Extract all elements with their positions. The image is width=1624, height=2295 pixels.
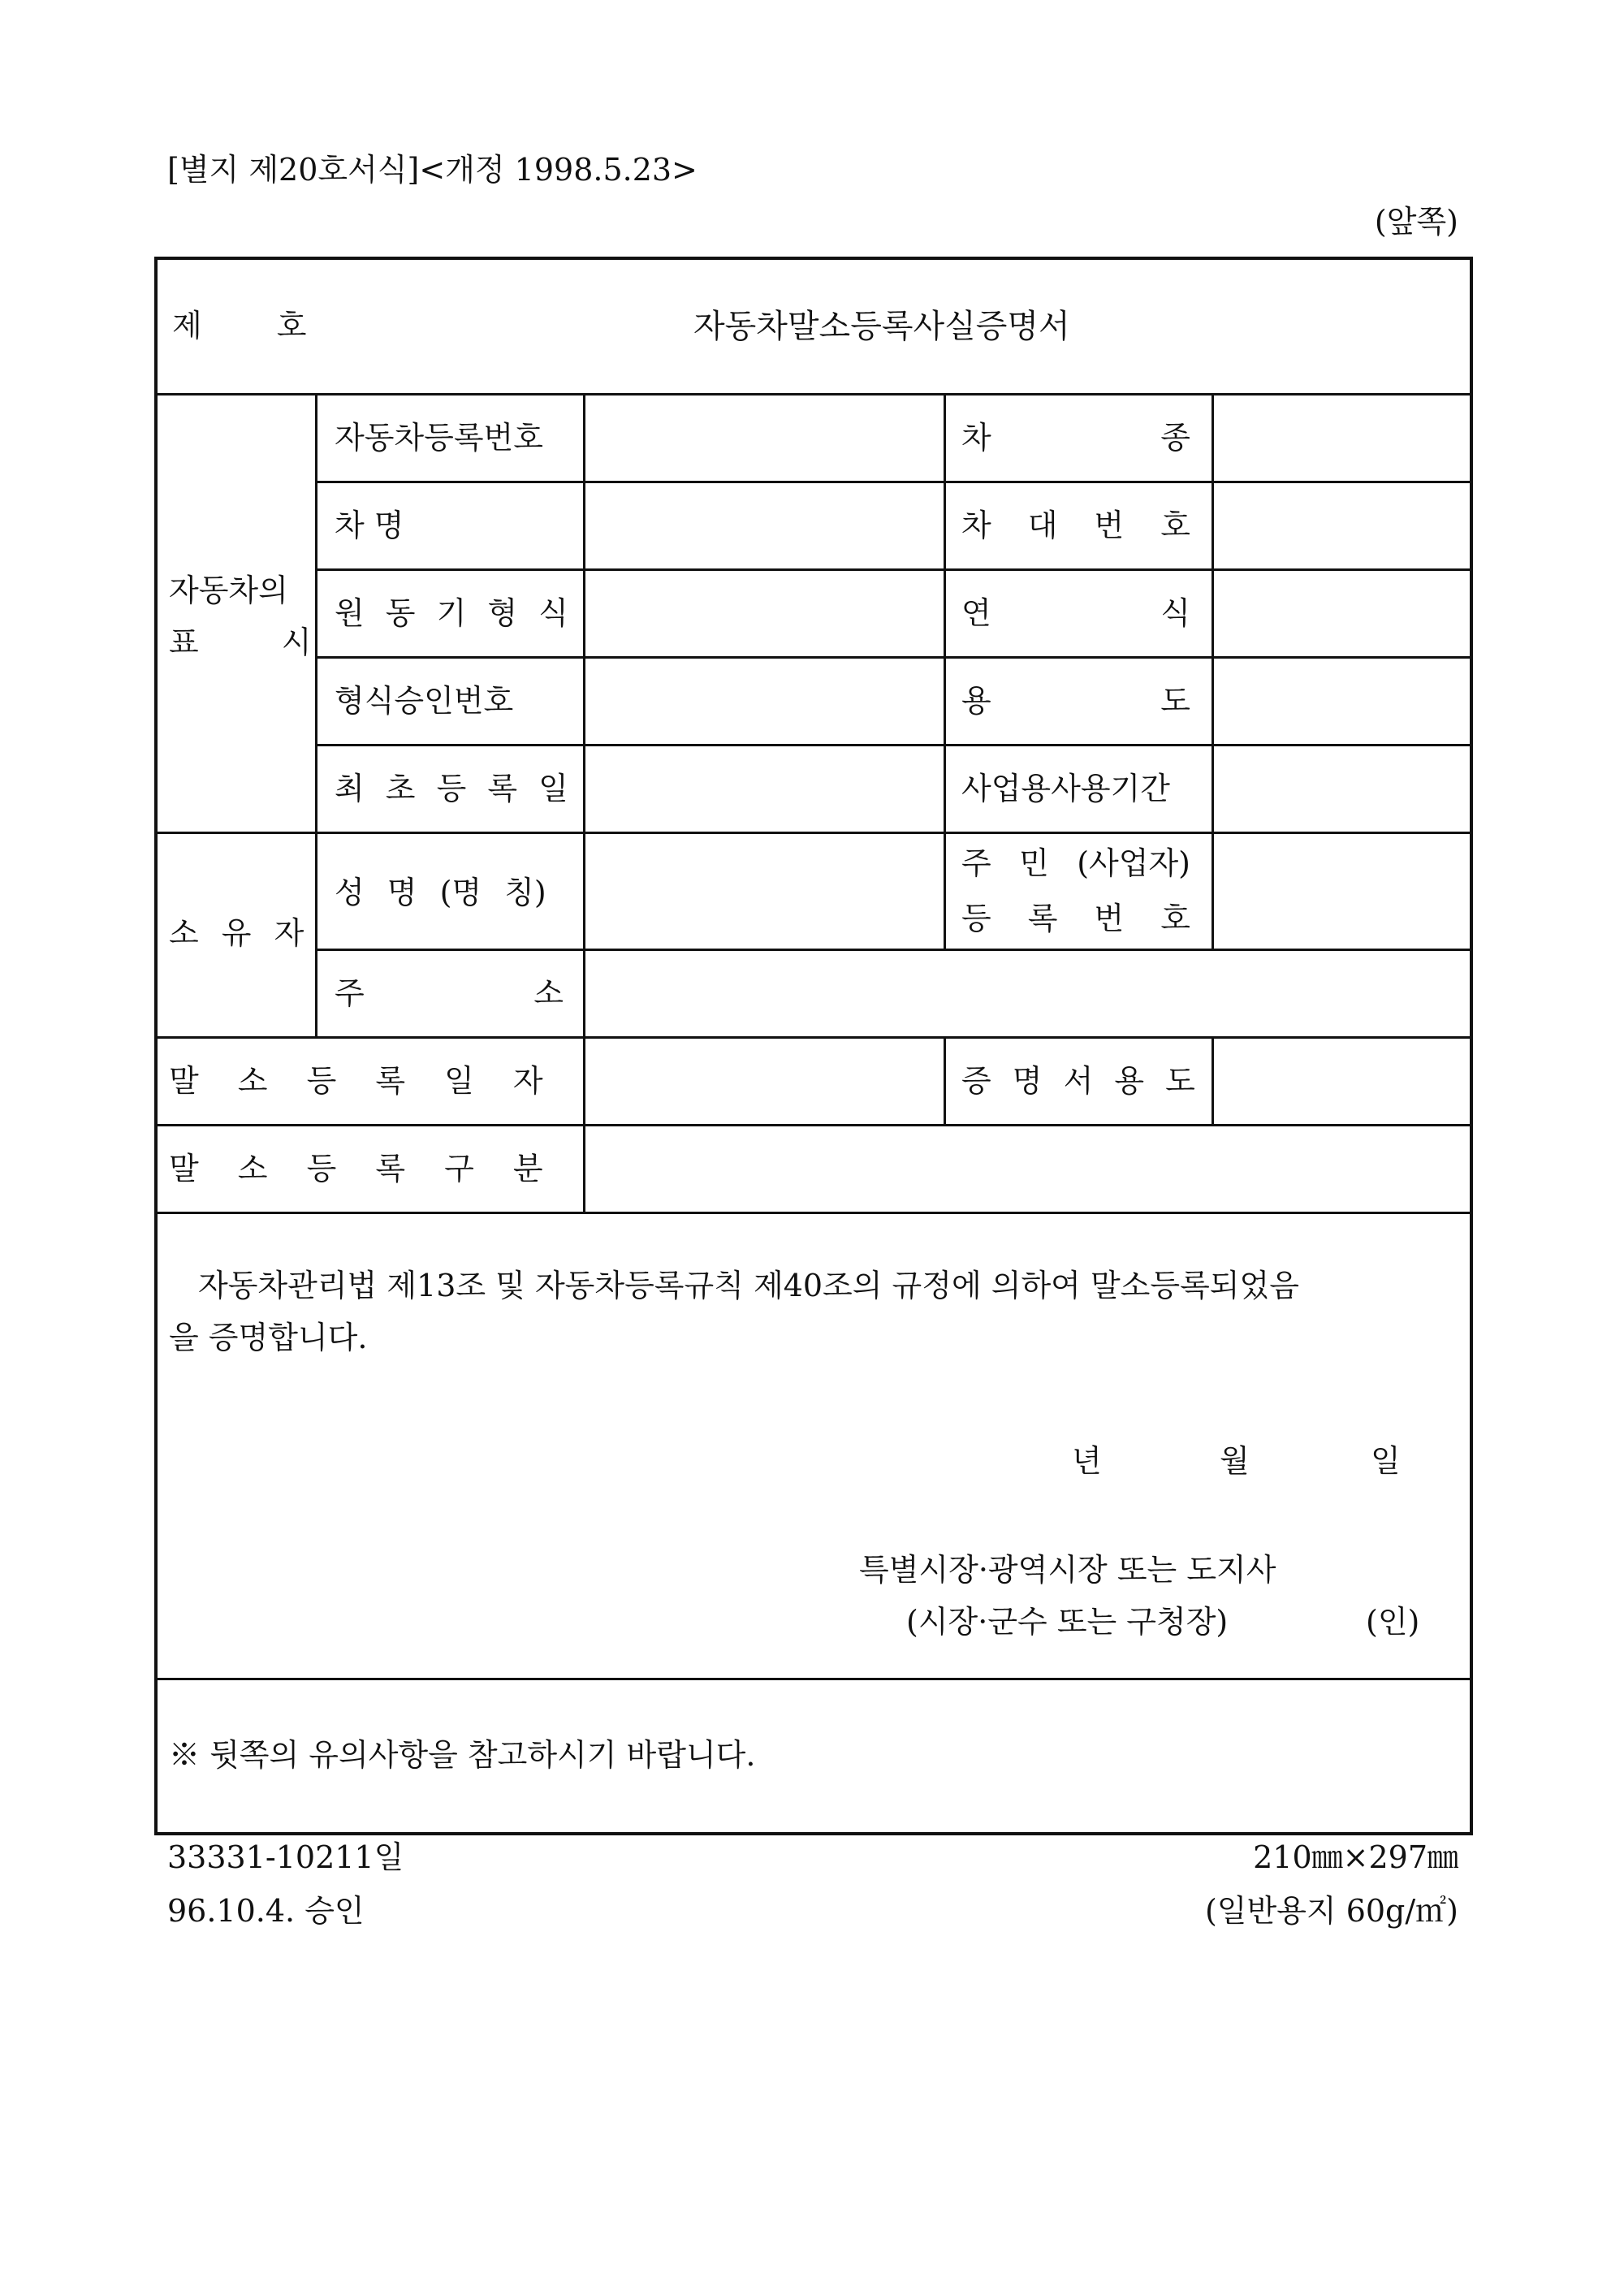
owner-name-label: 성 명 (명 칭) bbox=[335, 875, 546, 910]
date-day-label: 일 bbox=[1371, 1443, 1401, 1479]
seal-mark: (인) bbox=[1366, 1604, 1420, 1640]
form-code: 33331-10211일 bbox=[167, 1839, 404, 1875]
resident-number-label: 주 민 (사업자) bbox=[961, 845, 1190, 881]
car-name-label: 차 명 bbox=[335, 508, 404, 543]
engine-type-label: 원 동 기 형 식 bbox=[335, 595, 568, 631]
issuer-subtitle: (시장·군수 또는 구청장) bbox=[906, 1604, 1229, 1640]
cancel-date-label: 말 소 등 록 일 자 bbox=[169, 1063, 543, 1099]
resident-number-label-2: 등 록 번 호 bbox=[961, 901, 1190, 936]
cancel-type-label: 말 소 등 록 구 분 bbox=[169, 1151, 543, 1186]
cert-purpose-label: 증 명 서 용 도 bbox=[961, 1063, 1195, 1099]
reg-number-label: 자동차등록번호 bbox=[335, 420, 543, 456]
approval-date: 96.10.4. 승인 bbox=[167, 1893, 365, 1929]
form-reference: [별지 제20호서식]<개정 1998.5.23> bbox=[167, 152, 698, 188]
paper-type: (일반용지 60g/㎡) bbox=[1204, 1893, 1458, 1929]
chassis-number-label: 차 대 번 호 bbox=[961, 508, 1190, 543]
statement-line-2: 을 증명합니다. bbox=[169, 1320, 368, 1355]
issuer-title: 특별시장·광역시장 또는 도지사 bbox=[859, 1552, 1276, 1588]
date-month-label: 월 bbox=[1220, 1443, 1250, 1479]
reference-note: ※ 뒷쪽의 유의사항을 참고하시기 바랍니다. bbox=[169, 1737, 756, 1773]
first-reg-date-label: 최 초 등 록 일 bbox=[335, 771, 568, 806]
owner-group-label: 소 유 자 bbox=[169, 915, 304, 951]
vehicle-group-label: 자동차의 bbox=[169, 573, 288, 608]
car-type-label: 차 종 bbox=[961, 420, 1190, 456]
model-year-label: 연 식 bbox=[961, 595, 1190, 631]
address-label: 주 소 bbox=[335, 975, 564, 1011]
approval-number-label: 형식승인번호 bbox=[335, 683, 514, 719]
business-period-label: 사업용사용기간 bbox=[961, 771, 1170, 806]
date-year-label: 년 bbox=[1072, 1443, 1102, 1479]
vehicle-group-label-2: 표 시 bbox=[169, 625, 312, 660]
usage-label: 용 도 bbox=[961, 683, 1190, 719]
page-side-label: (앞쪽) bbox=[1374, 204, 1458, 240]
certificate-form bbox=[154, 257, 1473, 1835]
statement-line-1: 자동차관리법 제13조 및 자동차등록규칙 제40조의 규정에 의하여 말소등록되었음 bbox=[198, 1268, 1299, 1303]
document-number-label: 제 호 bbox=[172, 308, 307, 344]
page-title: 자동차말소등록사실증명서 bbox=[693, 308, 1070, 345]
paper-size: 210㎜×297㎜ bbox=[1253, 1839, 1458, 1875]
